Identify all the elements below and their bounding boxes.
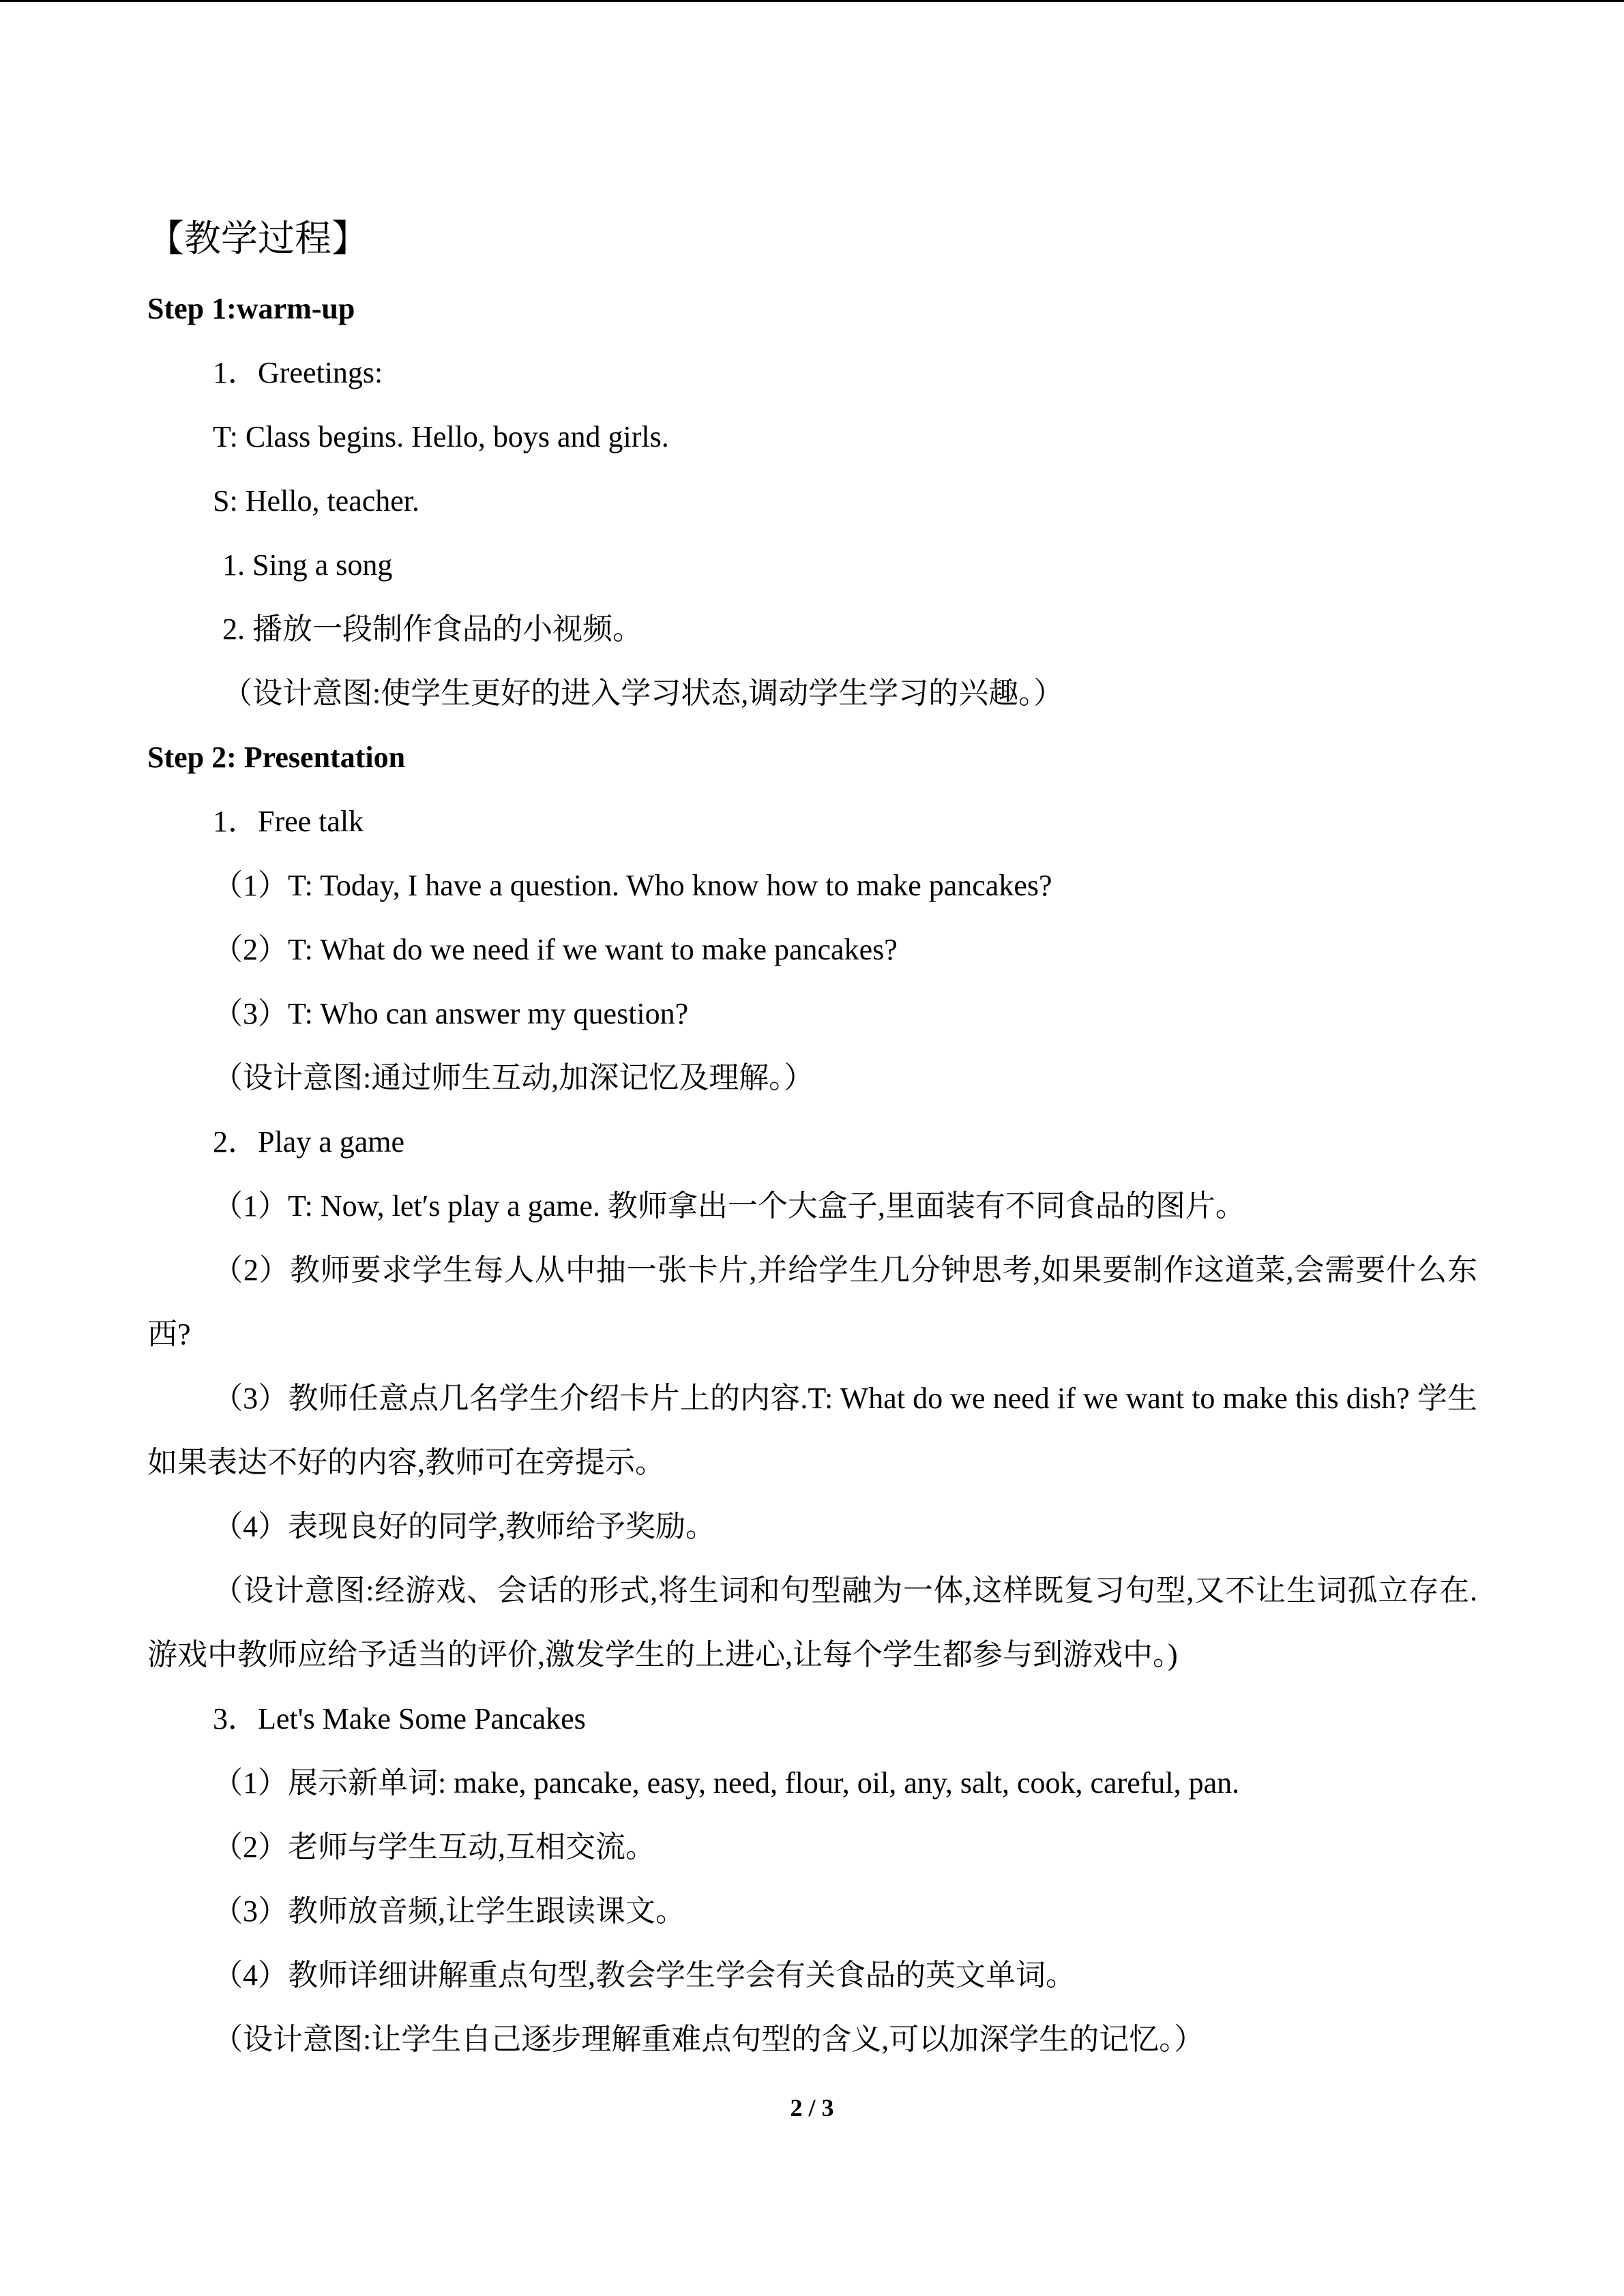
- step2-line: （2）T: What do we need if we want to make pancakes?: [213, 933, 898, 966]
- step2-design-note: （设计意图:经游戏、会话的形式,将生词和句型融为一体,这样既复习句型,又不让生词孤立存在.游戏中教师应给予适当的评价,激发学生的上进心,让每个学生都参与到游戏中。): [147, 1574, 1477, 1671]
- step2-design-note: （设计意图:通过师生互动,加深记忆及理解。）: [213, 1061, 814, 1094]
- step1-line: 1. Sing a song: [222, 548, 393, 582]
- step2-design-note: （设计意图:让学生自己逐步理解重难点句型的含义,可以加深学生的记忆。）: [213, 2023, 1205, 2056]
- section-title: 【教学过程】: [147, 217, 368, 260]
- step2-line: 1．Free talk: [213, 805, 364, 838]
- step1-line: 1．Greetings:: [213, 356, 383, 389]
- step2-line: （2）老师与学生互动,互相交流。: [213, 1830, 655, 1864]
- step2-line: 3．Let's Make Some Pancakes: [213, 1702, 586, 1735]
- step1-line: S: Hello, teacher.: [213, 484, 420, 518]
- step2-line: （3）T: Who can answer my question?: [213, 997, 689, 1030]
- step1-line: 2. 播放一段制作食品的小视频。: [222, 612, 643, 646]
- step2-line: （1）展示新单词: make, pancake, easy, need, flour, oil, any, salt, cook, careful, pan.: [213, 1766, 1240, 1800]
- step1-design-note: （设计意图:使学生更好的进入学习状态,调动学生学习的兴趣。）: [222, 676, 1064, 710]
- step2-line: （1）T: Now, let′s play a game. 教师拿出一个大盒子,里面装有不同食品的图片。: [213, 1189, 1245, 1223]
- top-border: [0, 0, 1624, 2]
- step2-heading: Step 2: Presentation: [147, 741, 406, 774]
- step2-line: 2．Play a game: [213, 1125, 405, 1159]
- step2-line: （4）表现良好的同学,教师给予奖励。: [213, 1510, 715, 1543]
- step2-line: （3）教师放音频,让学生跟读课文。: [213, 1894, 685, 1928]
- step2-line: （1）T: Today, I have a question. Who know how to make pancakes?: [213, 869, 1052, 902]
- step2-paragraph: （2）教师要求学生每人从中抽一张卡片,并给学生几分钟思考,如果要制作这道菜,会需要什么东西?: [147, 1253, 1477, 1351]
- page-number: 2 / 3: [790, 2094, 834, 2121]
- step2-line: （4）教师详细讲解重点句型,教会学生学会有关食品的英文单词。: [213, 1958, 1076, 1992]
- document-body: [147, 205, 1477, 2072]
- step1-line: T: Class begins. Hello, boys and girls.: [213, 420, 669, 453]
- step2-paragraph: （3）教师任意点几名学生介绍卡片上的内容.T: What do we need if we want to make this dish? 学生如果表达不好的内容,教师可在旁提示。: [147, 1382, 1477, 1479]
- step1-heading: Step 1:warm-up: [147, 292, 355, 325]
